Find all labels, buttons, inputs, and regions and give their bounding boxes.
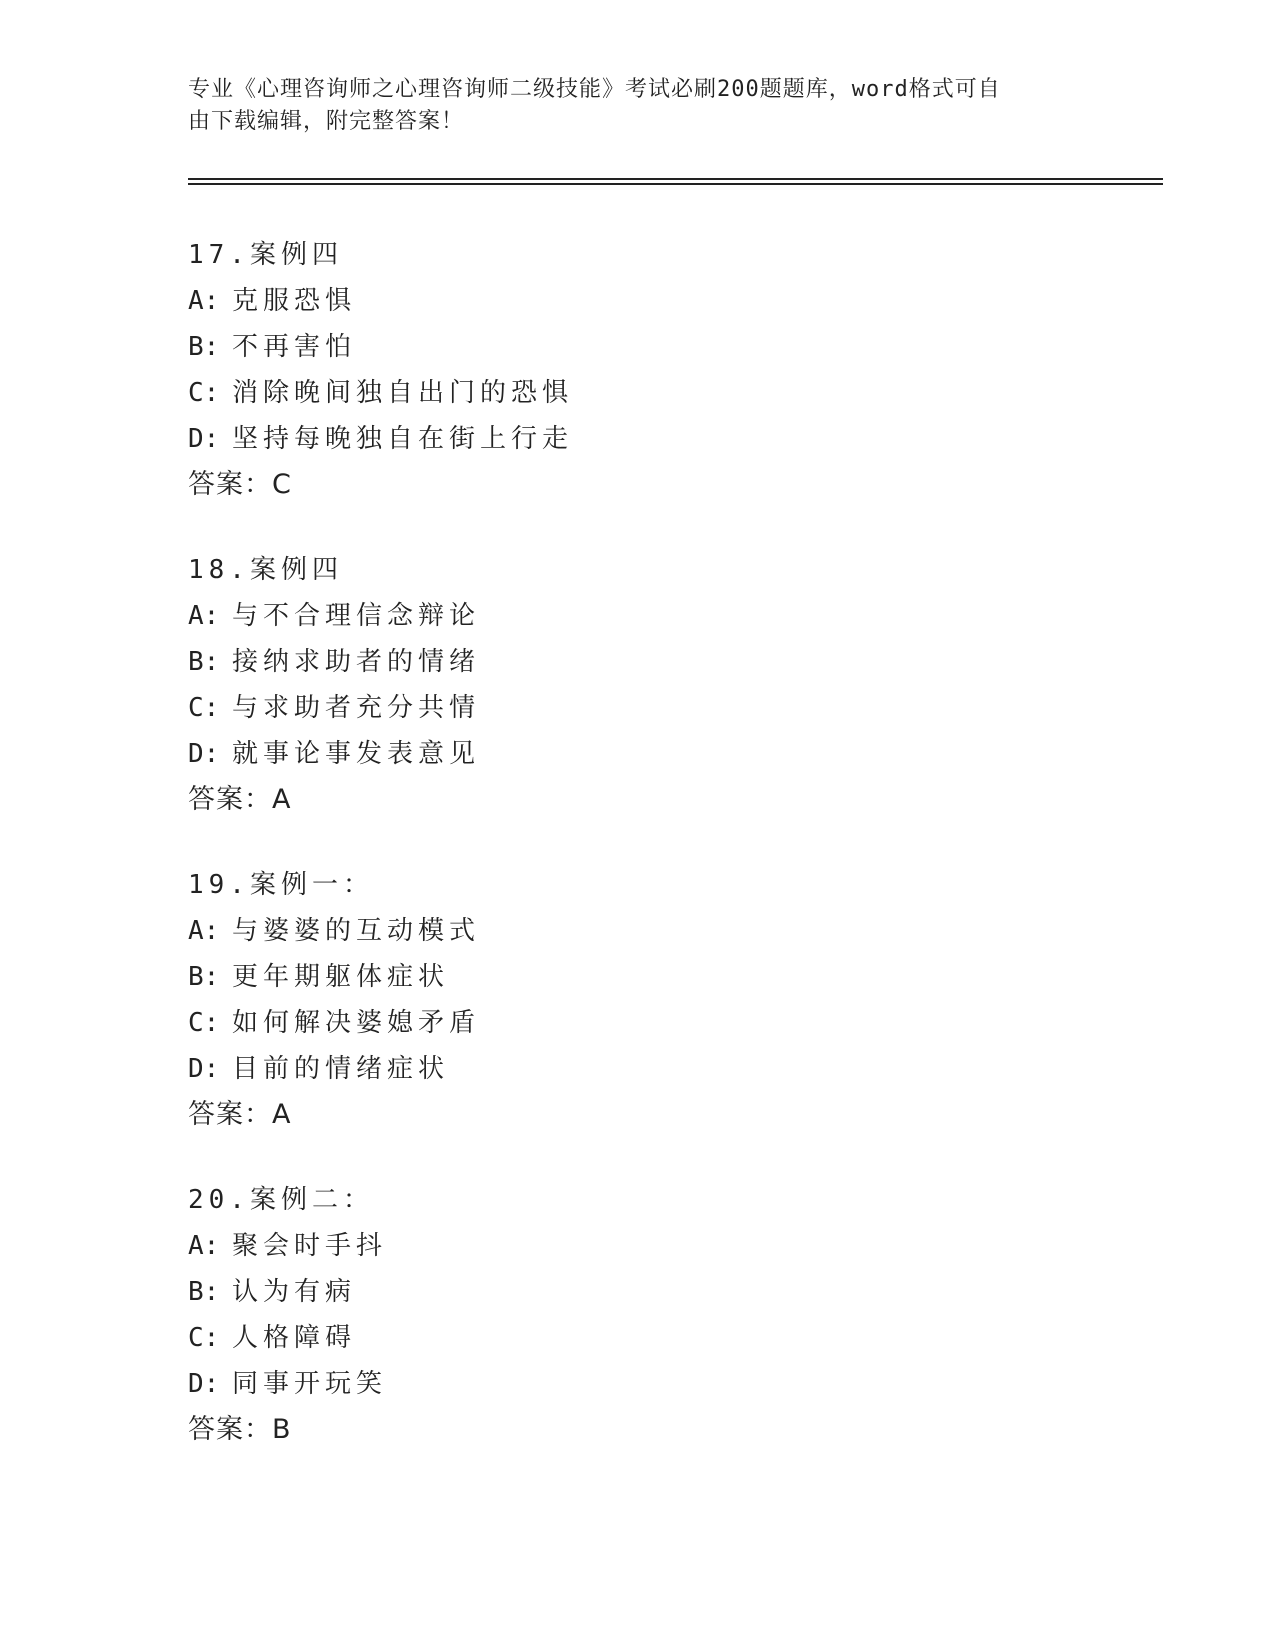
option-text: 坚持每晚独自在街上行走: [232, 424, 574, 454]
option-text: 与求助者充分共情: [232, 693, 481, 723]
option-label: D:: [188, 739, 220, 769]
option-d: [188, 1361, 1088, 1407]
question-block: [188, 547, 1088, 823]
option-text: 接纳求助者的情绪: [232, 647, 481, 677]
option-text: 认为有病: [232, 1277, 357, 1307]
option-label: C:: [188, 1323, 220, 1353]
option-a: [188, 593, 1088, 639]
option-d: [188, 416, 1088, 462]
answer-line: 答案：A: [188, 1099, 292, 1130]
header-line-2: 由下载编辑，附完整答案！: [188, 109, 465, 134]
header-divider-top: [188, 178, 1163, 180]
answer-line: 答案：C: [188, 469, 292, 500]
option-text: 人格障碍: [232, 1323, 357, 1353]
answer-line: 答案：A: [188, 784, 292, 815]
option-b: [188, 954, 1088, 1000]
option-label: D:: [188, 1369, 220, 1399]
option-label: A:: [188, 286, 220, 316]
option-c: [188, 685, 1088, 731]
option-label: D:: [188, 424, 220, 454]
option-label: B:: [188, 962, 220, 992]
question-title: 20.案例二：: [188, 1185, 374, 1215]
option-a: [188, 1223, 1088, 1269]
question-title: 19.案例一：: [188, 870, 374, 900]
option-text: 就事论事发表意见: [232, 739, 481, 769]
question-title: 18.案例四: [188, 555, 343, 585]
option-text: 更年期躯体症状: [232, 962, 450, 992]
option-text: 聚会时手抖: [232, 1231, 388, 1261]
option-label: B:: [188, 332, 220, 362]
option-label: B:: [188, 1277, 220, 1307]
option-d: [188, 731, 1088, 777]
option-c: [188, 370, 1088, 416]
option-d: [188, 1046, 1088, 1092]
question-title: 17.案例四: [188, 240, 343, 270]
option-label: A:: [188, 1231, 220, 1261]
option-text: 同事开玩笑: [232, 1369, 388, 1399]
option-text: 消除晚间独自出门的恐惧: [232, 378, 574, 408]
answer-line: 答案：B: [188, 1414, 292, 1445]
option-label: C:: [188, 693, 220, 723]
option-text: 如何解决婆媳矛盾: [232, 1008, 481, 1038]
option-text: 不再害怕: [232, 332, 357, 362]
question-block: [188, 232, 1088, 508]
option-b: [188, 1269, 1088, 1315]
option-label: C:: [188, 1008, 220, 1038]
option-label: A:: [188, 601, 220, 631]
option-text: 与婆婆的互动模式: [232, 916, 481, 946]
option-a: [188, 908, 1088, 954]
option-c: [188, 1315, 1088, 1361]
option-b: [188, 324, 1088, 370]
option-label: D:: [188, 1054, 220, 1084]
option-text: 与不合理信念辩论: [232, 601, 481, 631]
option-label: A:: [188, 916, 220, 946]
document-header: [188, 74, 1068, 138]
option-text: 目前的情绪症状: [232, 1054, 450, 1084]
option-label: C:: [188, 378, 220, 408]
header-divider-bottom: [188, 183, 1163, 185]
option-b: [188, 639, 1088, 685]
option-c: [188, 1000, 1088, 1046]
question-block: [188, 1177, 1088, 1453]
question-block: [188, 862, 1088, 1138]
option-label: B:: [188, 647, 220, 677]
option-a: [188, 278, 1088, 324]
option-text: 克服恐惧: [232, 286, 357, 316]
header-line-1: 专业《心理咨询师之心理咨询师二级技能》考试必刷200题题库，word格式可自: [188, 77, 1001, 102]
